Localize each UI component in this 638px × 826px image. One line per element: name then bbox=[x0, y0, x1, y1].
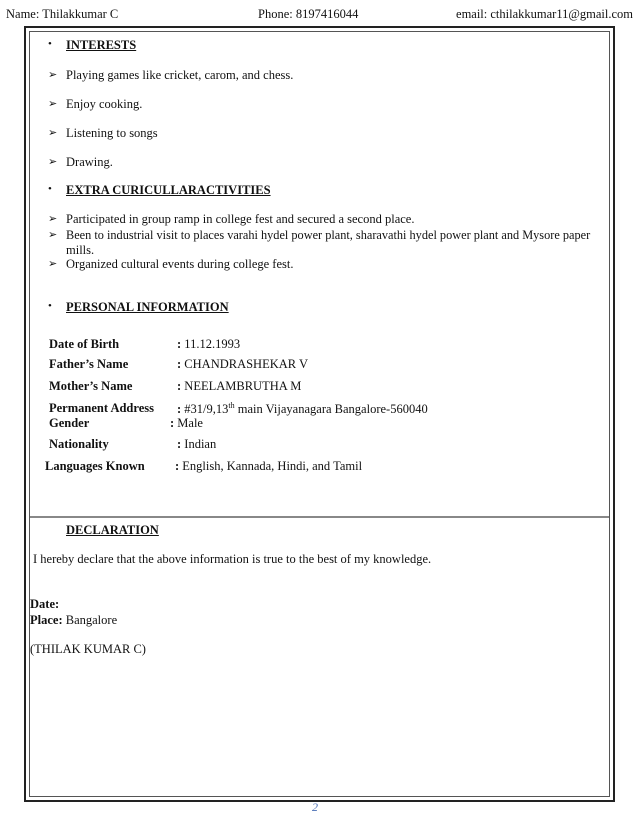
arrow-icon: ➢ bbox=[48, 156, 58, 168]
place-line bbox=[30, 613, 117, 628]
date-label: Date: bbox=[30, 597, 60, 611]
list-item-continuation: mills. bbox=[66, 243, 95, 257]
bullet-icon: • bbox=[48, 300, 52, 312]
mother-value bbox=[177, 379, 301, 394]
dob-value bbox=[177, 337, 240, 352]
colon: : bbox=[170, 416, 175, 430]
languages-label: Languages Known bbox=[45, 459, 145, 473]
interests-heading: INTERESTS bbox=[66, 38, 137, 52]
colon: : bbox=[177, 357, 182, 371]
nationality-value bbox=[177, 437, 216, 452]
arrow-icon: ➢ bbox=[48, 213, 58, 225]
colon: : bbox=[175, 459, 180, 473]
address-value bbox=[177, 401, 428, 417]
arrow-icon: ➢ bbox=[48, 98, 58, 110]
colon: : bbox=[177, 337, 182, 351]
declaration-heading: DECLARATION bbox=[66, 523, 159, 537]
colon: : bbox=[177, 437, 182, 451]
nationality-text: Indian bbox=[184, 437, 217, 451]
gender-value bbox=[170, 416, 203, 431]
father-value bbox=[177, 357, 308, 372]
address-text-start: #31/9,13 bbox=[184, 402, 229, 417]
mother-label: Mother’s Name bbox=[49, 379, 133, 393]
gender-text: Male bbox=[177, 416, 203, 430]
dob-label: Date of Birth bbox=[49, 337, 120, 351]
arrow-icon: ➢ bbox=[48, 229, 58, 241]
father-label: Father’s Name bbox=[49, 357, 129, 371]
list-item: Listening to songs bbox=[66, 126, 158, 140]
address-superscript: th bbox=[228, 401, 235, 410]
colon: : bbox=[177, 402, 182, 417]
personal-heading: PERSONAL INFORMATION bbox=[66, 300, 229, 314]
languages-value bbox=[175, 459, 362, 474]
dob-text: 11.12.1993 bbox=[184, 337, 241, 351]
father-text: CHANDRASHEKAR V bbox=[184, 357, 309, 371]
arrow-icon: ➢ bbox=[48, 127, 58, 139]
header-email: email: cthilakkumar11@gmail.com bbox=[456, 7, 633, 21]
place-label: Place: bbox=[30, 613, 63, 627]
arrow-icon: ➢ bbox=[48, 69, 58, 81]
header-name: Name: Thilakkumar C bbox=[6, 7, 119, 21]
address-label: Permanent Address bbox=[49, 401, 154, 415]
section-divider bbox=[30, 516, 609, 518]
bullet-icon: • bbox=[48, 38, 52, 50]
page-number: 2 bbox=[312, 800, 318, 814]
languages-text: English, Kannada, Hindi, and Tamil bbox=[182, 459, 363, 473]
declaration-text: I hereby declare that the above information is true to the best of my knowledge. bbox=[33, 552, 432, 566]
gender-label: Gender bbox=[49, 416, 90, 430]
list-item: Playing games like cricket, carom, and chess. bbox=[66, 68, 294, 82]
place-value: Bangalore bbox=[65, 613, 118, 627]
signature: (THILAK KUMAR C) bbox=[30, 642, 146, 656]
colon: : bbox=[177, 379, 182, 393]
list-item: Organized cultural events during college fest. bbox=[66, 257, 294, 271]
arrow-icon: ➢ bbox=[48, 258, 58, 270]
list-item: Drawing. bbox=[66, 155, 113, 169]
list-item: Enjoy cooking. bbox=[66, 97, 143, 111]
list-item: Participated in group ramp in college fest and secured a second place. bbox=[66, 212, 415, 226]
nationality-label: Nationality bbox=[49, 437, 109, 451]
mother-text: NEELAMBRUTHA M bbox=[184, 379, 302, 393]
address-text-end: main Vijayanagara Bangalore-560040 bbox=[234, 402, 428, 417]
header-phone: Phone: 8197416044 bbox=[258, 7, 359, 21]
list-item: Been to industrial visit to places varahi hydel power plant, sharavathi hydel power plant and Mysore paper bbox=[66, 228, 591, 242]
extra-heading: EXTRA CURICULLARACTIVITIES bbox=[66, 183, 271, 197]
bullet-icon: • bbox=[48, 183, 52, 195]
